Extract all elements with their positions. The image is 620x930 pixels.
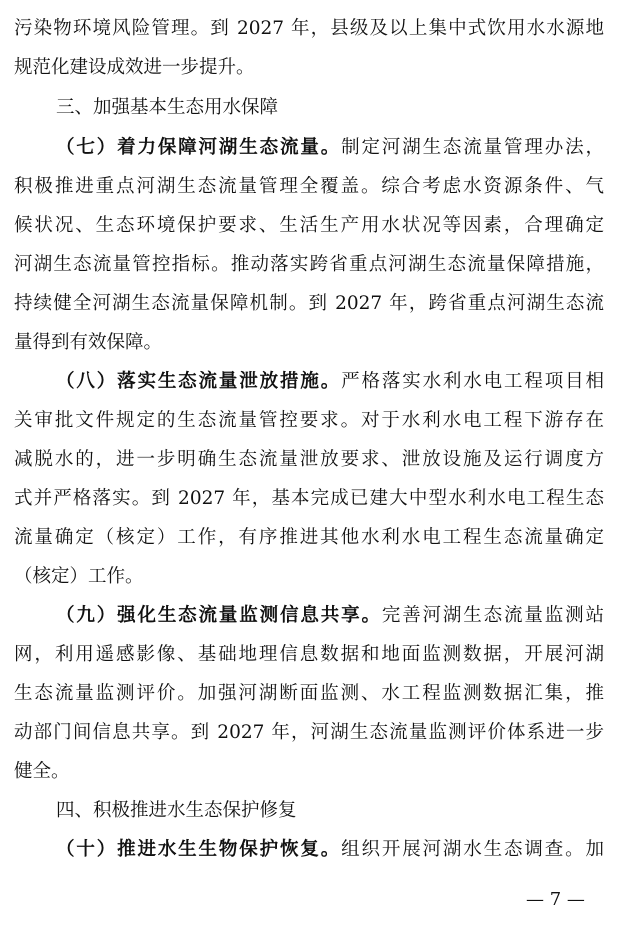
body-text-line: 量得到有效保障。 bbox=[14, 332, 163, 353]
page-number: — 7 — bbox=[526, 889, 585, 910]
body-text-line: （核定）工作。 bbox=[14, 566, 144, 587]
body-text-line: 积极推进重点河湖生态流量管理全覆盖。综合考虑水资源条件、气 bbox=[14, 176, 604, 197]
body-text-line: 式并严格落实。到 2027 年，基本完成已建大中型水利水电工程生态 bbox=[14, 488, 604, 509]
body-text-line: 关审批文件规定的生态流量管控要求。对于水利水电工程下游存在 bbox=[14, 410, 604, 431]
paragraph-lead-9: （九）强化生态流量监测信息共享。 bbox=[56, 605, 382, 626]
paragraph-first-line bbox=[56, 128, 604, 167]
section-heading-3: 三、加强基本生态用水保障 bbox=[56, 97, 279, 118]
body-text-line: 网，利用遥感影像、基础地理信息数据和地面监测数据，开展河湖 bbox=[14, 644, 604, 665]
body-text-line: 流量确定（核定）工作，有序推进其他水利水电工程生态流量确定 bbox=[14, 527, 604, 548]
body-text-line: 持续健全河湖生态流量保障机制。到 2027 年，跨省重点河湖生态流 bbox=[14, 293, 604, 314]
paragraph-first-line bbox=[56, 362, 604, 401]
paragraph-text: 完善河湖生态流量监测站 bbox=[381, 605, 604, 626]
body-text-line: 生态流量监测评价。加强河湖断面监测、水工程监测数据汇集，推 bbox=[14, 683, 604, 704]
body-text-line: 河湖生态流量管控指标。推动落实跨省重点河湖生态流量保障措施， bbox=[14, 254, 604, 275]
paragraph-text: 组织开展河湖水生态调查。加 bbox=[341, 839, 604, 860]
body-text-line: 减脱水的，进一步明确生态流量泄放要求、泄放设施及运行调度方 bbox=[14, 449, 604, 470]
paragraph-lead-8: （八）落实生态流量泄放措施。 bbox=[56, 371, 342, 392]
body-text-line: 污染物环境风险管理。到 2027 年，县级及以上集中式饮用水水源地 bbox=[14, 18, 604, 39]
paragraph-lead-10: （十）推进水生生物保护恢复。 bbox=[56, 839, 342, 860]
paragraph-first-line bbox=[56, 830, 604, 869]
body-text-line: 候状况、生态环境保护要求、生活生产用水状况等因素，合理确定 bbox=[14, 215, 604, 236]
paragraph-lead-7: （七）着力保障河湖生态流量。 bbox=[56, 137, 342, 158]
paragraph-text: 制定河湖生态流量管理办法， bbox=[341, 137, 604, 158]
paragraph-text: 严格落实水利水电工程项目相 bbox=[341, 371, 604, 392]
body-text-line: 动部门间信息共享。到 2027 年，河湖生态流量监测评价体系进一步 bbox=[14, 722, 604, 743]
section-heading-4: 四、积极推进水生态保护修复 bbox=[56, 800, 297, 821]
body-text-line: 健全。 bbox=[14, 761, 70, 782]
paragraph-first-line bbox=[56, 596, 604, 635]
body-text-line: 规范化建设成效进一步提升。 bbox=[14, 57, 255, 78]
